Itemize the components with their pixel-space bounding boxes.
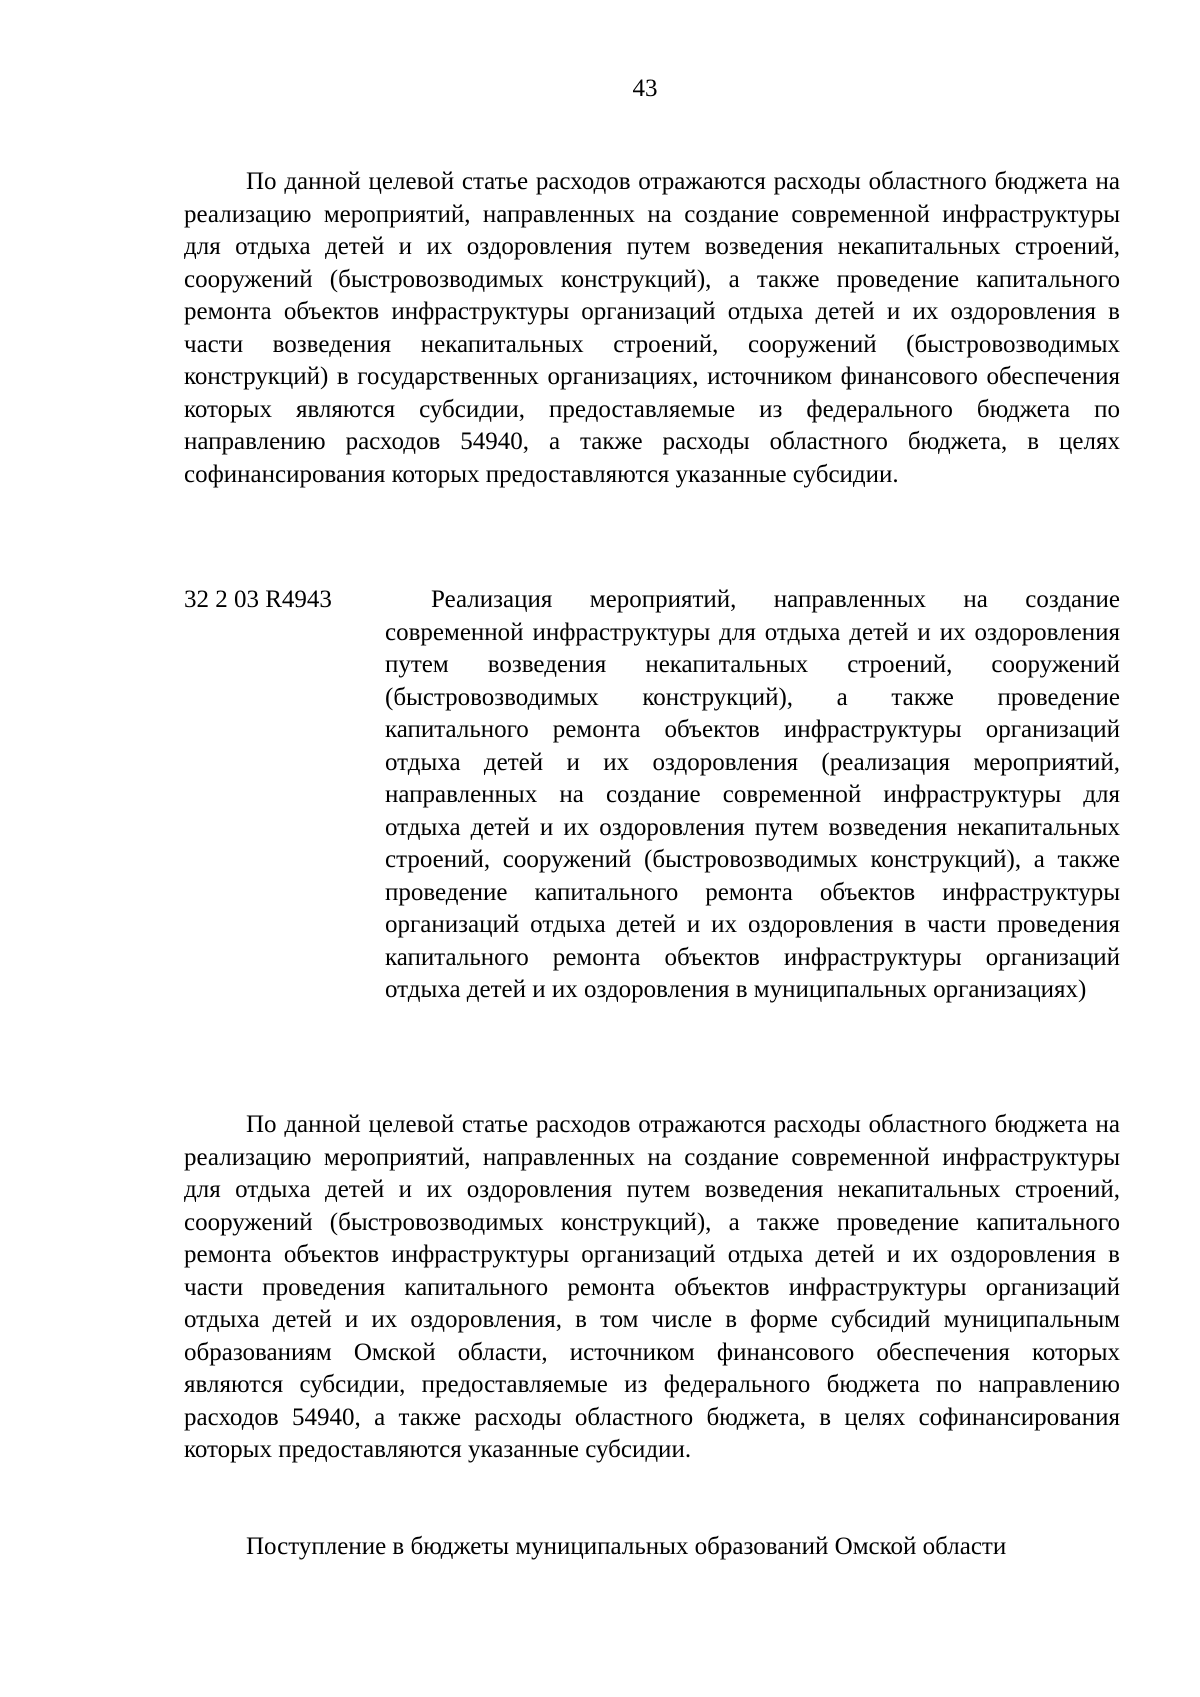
paragraph-expenses-description-1: По данной целевой статье расходов отражаются расходы областного бюджета на реализацию мероприятий, направленных на создание современной инфраструктуры для отдыха детей и их оздоровления путем возведения некапитальных строений, сооружений (быстровозводимых конструкций), а также проведение капитального ремонта объектов инфраструктуры организаций отдыха детей и их оздоровления в части возведения некапитальных строений, сооружений (быстровозводимых конструкций) в государственных организациях, источником финансового обеспечения которых являются субсидии, предоставляемые из федерального бюджета по направлению расходов 54940, а также расходы областного бюджета, в целях софинансирования которых предоставляются указанные субсидии. — [184, 168, 1120, 488]
page-number: 43 — [632, 75, 658, 102]
target-article-title: Реализация мероприятий, направленных на создание современной инфраструктуры для отдыха детей и их оздоровления путем возведения некапитальных строений, сооружений (быстровозводимых конструкций), а также проведение капитального ремонта объектов инфраструктуры организаций отдыха детей и их оздоровления (реализация мероприятий, направленных на создание современной инфраструктуры для отдыха детей и их оздоровления путем возведения некапитальных строений, сооружений (быстровозводимых конструкций), а также проведение капитального ремонта объектов инфраструктуры организаций отдыха детей и их оздоровления в части проведения капитального ремонта объектов инфраструктуры организаций отдыха детей и их оздоровления в муниципальных организациях) — [385, 586, 1120, 1003]
paragraph-expenses-description-2: По данной целевой статье расходов отражаются расходы областного бюджета на реализацию мероприятий, направленных на создание современной инфраструктуры для отдыха детей и их оздоровления путем возведения некапитальных строений, сооружений (быстровозводимых конструкций), а также проведение капитального ремонта объектов инфраструктуры организаций отдыха детей и их оздоровления в части проведения капитального ремонта объектов инфраструктуры организаций отдыха детей и их оздоровления, в том числе в форме субсидий муниципальным образованиям Омской области, источником финансового обеспечения которых являются субсидии, предоставляемые из федерального бюджета по направлению расходов 54940, а также расходы областного бюджета, в целях софинансирования которых предоставляются указанные субсидии. — [184, 1111, 1120, 1463]
paragraph-receipts: Поступление в бюджеты муниципальных образований Омской области — [246, 1533, 1007, 1560]
target-article-code: 32 2 03 R4943 — [184, 586, 332, 613]
